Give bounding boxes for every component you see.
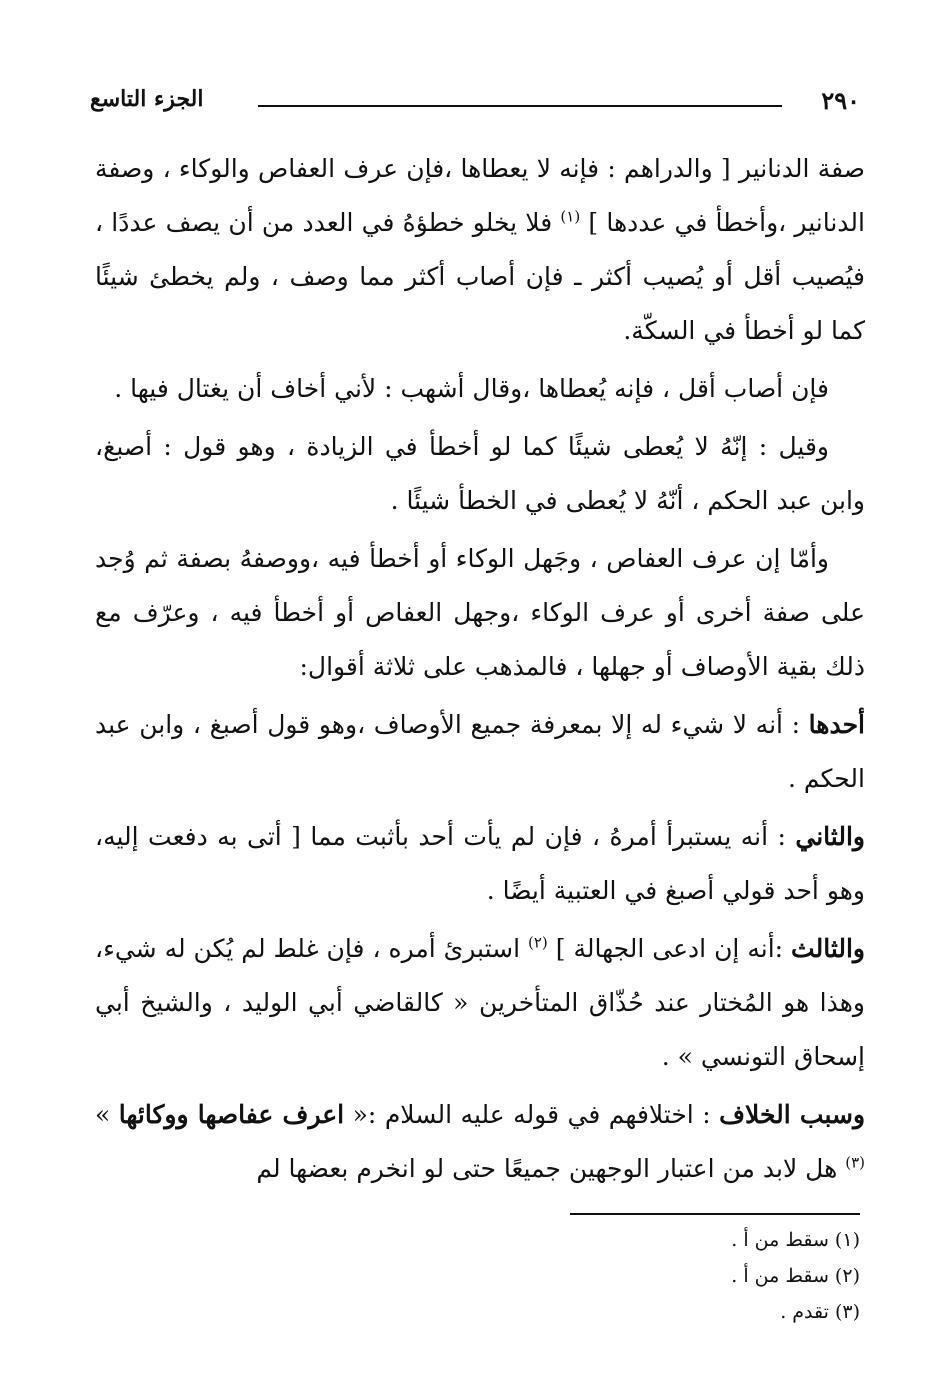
paragraph-1-text-a: صفة الدنانير [ والدراهم : فإنه لا يعطاها ،فإن عرف العفاص والوكاء ، وصفة الدنانير ،وأخطأ في عددها ] (95, 154, 865, 237)
page-header (90, 86, 860, 126)
paragraph-7-text-b: استبرئ أمره ، فإن غلط لم يُكن له شيء، وهذا هو المُختار عند حُذّاق المتأخرين « كالقاضي أبي الوليد ، والشيخ أبي إسحاق التونسي » . (95, 934, 865, 1071)
hadith-quote: اعرف عفاصها ووكائها (118, 1100, 345, 1129)
paragraph-6-lead: والثاني (795, 822, 865, 851)
paragraph-7-text-a: :أنه إن ادعى الجهالة ] (555, 934, 784, 963)
header-rule (258, 105, 782, 107)
footnote-rule (570, 1213, 860, 1215)
paragraph-6-text: : أنه يستبرأ أمرهُ ، فإن لم يأت أحد بأثبت مما [ أتى به دفعت إليه، وهو أحد قولي أصبغ في العتبية أيضًا . (95, 822, 865, 905)
paragraph-8-text-c: هل لابد من اعتبار الوجهين جميعًا حتى لو انخرم بعضها لم (256, 1154, 838, 1183)
paragraph-7-lead: والثالث (791, 934, 865, 963)
paragraph-7 (95, 922, 865, 1084)
paragraph-4: وأمّا إن عرف العفاص ، وجَهل الوكاء أو أخطأ فيه ،ووصفهُ بصفة ثم وُجد على صفة أخرى أو عرف الوكاء ،وجهل العفاص أو أخطأ فيه ، وعرّف مع ذلك بقية الأوصاف أو جهلها ، فالمذهب على ثلاثة أقوال: (95, 544, 865, 681)
footnote-ref-2: (٢) (527, 933, 548, 952)
paragraph-3: وقيل : إنّهُ لا يُعطى شيئًا كما لو أخطأ في الزيادة ، وهو قول : أصبغ، وابن عبد الحكم ، أنّهُ لا يُعطى في الخطأ شيئًا . (95, 432, 865, 515)
footnote-3: (٣) تقدم . (780, 1301, 860, 1323)
paragraph-2: فإن أصاب أقل ، فإنه يُعطاها ،وقال أشهب : لأني أخاف أن يغتال فيها . (114, 374, 829, 403)
paragraph-8-lead: وسبب الخلاف (719, 1100, 866, 1129)
running-title: الجزء التاسع (90, 86, 204, 112)
page-number: ٢٩٠ (821, 86, 860, 115)
footnote-ref-1: (١) (560, 207, 581, 226)
paragraph-1-text-b: فلا يخلو خطؤهُ في العدد من أن يصف عددًا ، فيُصيب أقل أو يُصيب أكثر ـ فإن أصاب أكثر مما وصف ، ولم يخطئ شيئًا كما لو أخطأ في السكّة. (95, 208, 865, 345)
paragraph-5-lead: أحدها (808, 710, 865, 739)
paragraph-8-text-b: » (95, 1100, 111, 1129)
paragraph-8-text-a: : اختلافهم في قوله عليه السلام :« (352, 1100, 711, 1129)
footnote-ref-3: (٣) (845, 1153, 865, 1172)
paragraph-1 (95, 142, 865, 358)
paragraph-8 (95, 1088, 865, 1196)
paragraph-5 (95, 698, 865, 806)
paragraph-5-text: : أنه لا شيء له إلا بمعرفة جميع الأوصاف ،وهو قول أصبغ ، وابن عبد الحكم . (95, 710, 865, 793)
footnote-2: (٢) سقط من أ . (731, 1265, 860, 1287)
body-text (95, 142, 865, 1200)
footnotes (460, 1222, 860, 1330)
footnote-1: (١) سقط من أ . (731, 1229, 860, 1251)
paragraph-6 (95, 810, 865, 918)
